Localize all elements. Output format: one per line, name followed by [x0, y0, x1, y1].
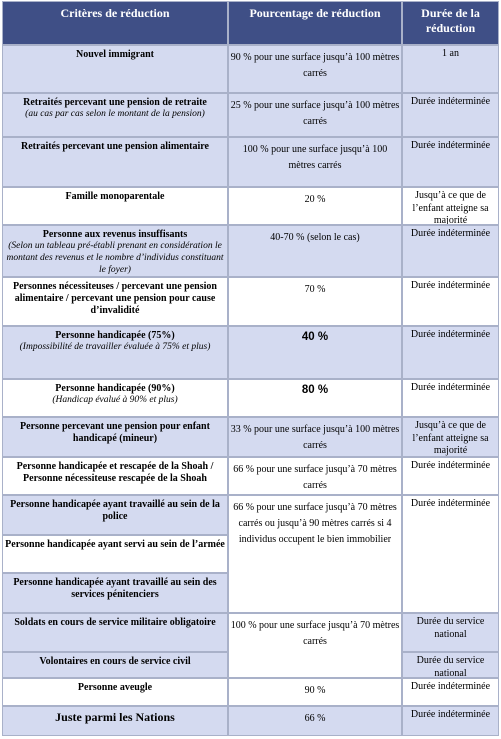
duration-cell [402, 137, 499, 187]
criteria-cell [2, 678, 228, 706]
duration-value: Durée indéterminée [410, 329, 491, 340]
criteria-cell [2, 45, 228, 93]
criteria-note: (Selon un tableau pré-établi prenant en considération le montant des revenus et le nombre d’individus constituant le foyer) [6, 241, 224, 275]
percentage-cell [228, 225, 402, 277]
criteria-cell [2, 225, 228, 277]
percentage-value: 66 % pour une surface jusqu’à 70 mètres carrés ou jusqu’à 90 mètres carrés si 4 individus occupent le bien immobilier [233, 502, 397, 545]
duration-value: Durée du service national [416, 655, 485, 678]
percentage-value: 33 % pour une surface jusqu’à 100 mètres carrés [230, 424, 400, 451]
criteria-cell [2, 417, 228, 457]
percentage-value: 20 % [304, 194, 326, 205]
criteria-cell [2, 535, 228, 573]
percentage-cell [228, 457, 402, 495]
criteria-cell [2, 379, 228, 417]
percentage-cell [228, 678, 402, 706]
criteria-cell [2, 495, 228, 535]
duration-value: Durée indéterminée [410, 382, 491, 393]
criteria-cell [2, 137, 228, 187]
criteria-cell [2, 326, 228, 379]
criteria-label: Retraités percevant une pension de retraite [23, 97, 207, 108]
percentage-value: 80 % [301, 384, 329, 396]
criteria-cell [2, 652, 228, 678]
criteria-note: (Handicap évalué à 90% et plus) [52, 395, 178, 405]
criteria-cell [2, 706, 228, 736]
criteria-label: Juste parmi les Nations [55, 710, 175, 724]
duration-cell [402, 379, 499, 417]
percentage-value: 100 % pour une surface jusqu’à 100 mètres carrés [242, 144, 388, 171]
criteria-label: Personne handicapée ayant servi au sein de l’armée [5, 539, 225, 550]
percentage-value: 66 % [304, 713, 326, 724]
criteria-label: Personne handicapée ayant travaillé au sein de la police [10, 499, 220, 522]
percentage-value: 66 % pour une surface jusqu’à 70 mètres carrés [233, 464, 397, 491]
criteria-label: Personnes nécessiteuses / percevant une pension alimentaire / percevant une pension pour cause d’invalidité [13, 281, 217, 316]
percentage-cell [228, 495, 402, 613]
percentage-value: 90 % pour une surface jusqu’à 100 mètres carrés [230, 52, 400, 79]
duration-cell [402, 613, 499, 652]
header-label: Critères de réduction [60, 6, 170, 20]
criteria-cell [2, 457, 228, 495]
criteria-cell [2, 277, 228, 326]
duration-value: Jusqu’à ce que de l’enfant atteigne sa majorité [412, 190, 489, 225]
duration-value: Durée indéterminée [410, 96, 491, 107]
percentage-cell [228, 613, 402, 678]
duration-value: Durée indéterminée [410, 228, 491, 239]
duration-cell [402, 457, 499, 495]
header-cell-3 [402, 1, 499, 45]
header-cell-1 [2, 1, 228, 45]
duration-value: Durée indéterminée [410, 460, 491, 471]
duration-cell [402, 652, 499, 678]
reduction-table [2, 1, 499, 736]
duration-cell [402, 417, 499, 457]
table-rows [4, 3, 497, 734]
criteria-label: Personne handicapée (75%) [55, 330, 175, 341]
criteria-cell [2, 573, 228, 613]
criteria-note: (Impossibilité de travailler évaluée à 75% et plus) [19, 342, 211, 352]
criteria-label: Famille monoparentale [65, 191, 165, 202]
percentage-cell [228, 706, 402, 736]
percentage-cell [228, 326, 402, 379]
percentage-cell [228, 277, 402, 326]
duration-value: Durée indéterminée [410, 498, 491, 509]
criteria-label: Soldats en cours de service militaire obligatoire [14, 617, 216, 628]
duration-value: Durée indéterminée [410, 681, 491, 692]
percentage-cell [228, 379, 402, 417]
header-label: Pourcentage de réduction [249, 6, 381, 20]
criteria-label: Personne handicapée ayant travaillé au sein des services pénitenciers [13, 577, 217, 600]
criteria-note: (au cas par cas selon le montant de la pension) [25, 109, 205, 119]
criteria-label: Personne aveugle [77, 682, 153, 693]
duration-cell [402, 93, 499, 137]
duration-cell [402, 187, 499, 225]
duration-value: Durée indéterminée [410, 709, 491, 720]
percentage-value: 90 % [304, 685, 326, 696]
duration-cell [402, 277, 499, 326]
duration-value: 1 an [442, 48, 459, 59]
duration-cell [402, 45, 499, 93]
criteria-cell [2, 93, 228, 137]
percentage-cell [228, 45, 402, 93]
percentage-value: 40 % [301, 331, 329, 343]
duration-cell [402, 495, 499, 613]
criteria-cell [2, 187, 228, 225]
criteria-label: Personne handicapée (90%) [55, 383, 175, 394]
criteria-label: Personne percevant une pension pour enfant handicapé (mineur) [20, 421, 210, 444]
criteria-cell [2, 613, 228, 652]
table-body [4, 3, 497, 734]
duration-value: Durée du service national [416, 616, 485, 640]
percentage-value: 100 % pour une surface jusqu’à 70 mètres carrés [230, 620, 400, 647]
criteria-label: Nouvel immigrant [75, 49, 155, 60]
duration-cell [402, 225, 499, 277]
duration-value: Jusqu’à ce que de l’enfant atteigne sa majorité [412, 420, 489, 456]
percentage-cell [228, 137, 402, 187]
header-label: Durée de la réduction [421, 6, 480, 35]
criteria-label: Personne handicapée et rescapée de la Shoah / Personne nécessiteuse rescapée de la Shoah [16, 461, 214, 484]
criteria-label: Personne aux revenus insuffisants [42, 229, 188, 240]
duration-value: Durée indéterminée [410, 280, 491, 291]
duration-cell [402, 326, 499, 379]
header-cell-2 [228, 1, 402, 45]
percentage-cell [228, 187, 402, 225]
percentage-value: 40-70 % (selon le cas) [270, 232, 360, 243]
duration-cell [402, 678, 499, 706]
percentage-cell [228, 93, 402, 137]
percentage-value: 70 % [304, 284, 326, 295]
duration-value: Durée indéterminée [410, 140, 491, 151]
criteria-label: Volontaires en cours de service civil [39, 656, 191, 667]
criteria-label: Retraités percevant une pension alimentaire [21, 141, 209, 152]
duration-cell [402, 706, 499, 736]
percentage-cell [228, 417, 402, 457]
percentage-value: 25 % pour une surface jusqu’à 100 mètres carrés [230, 100, 400, 127]
